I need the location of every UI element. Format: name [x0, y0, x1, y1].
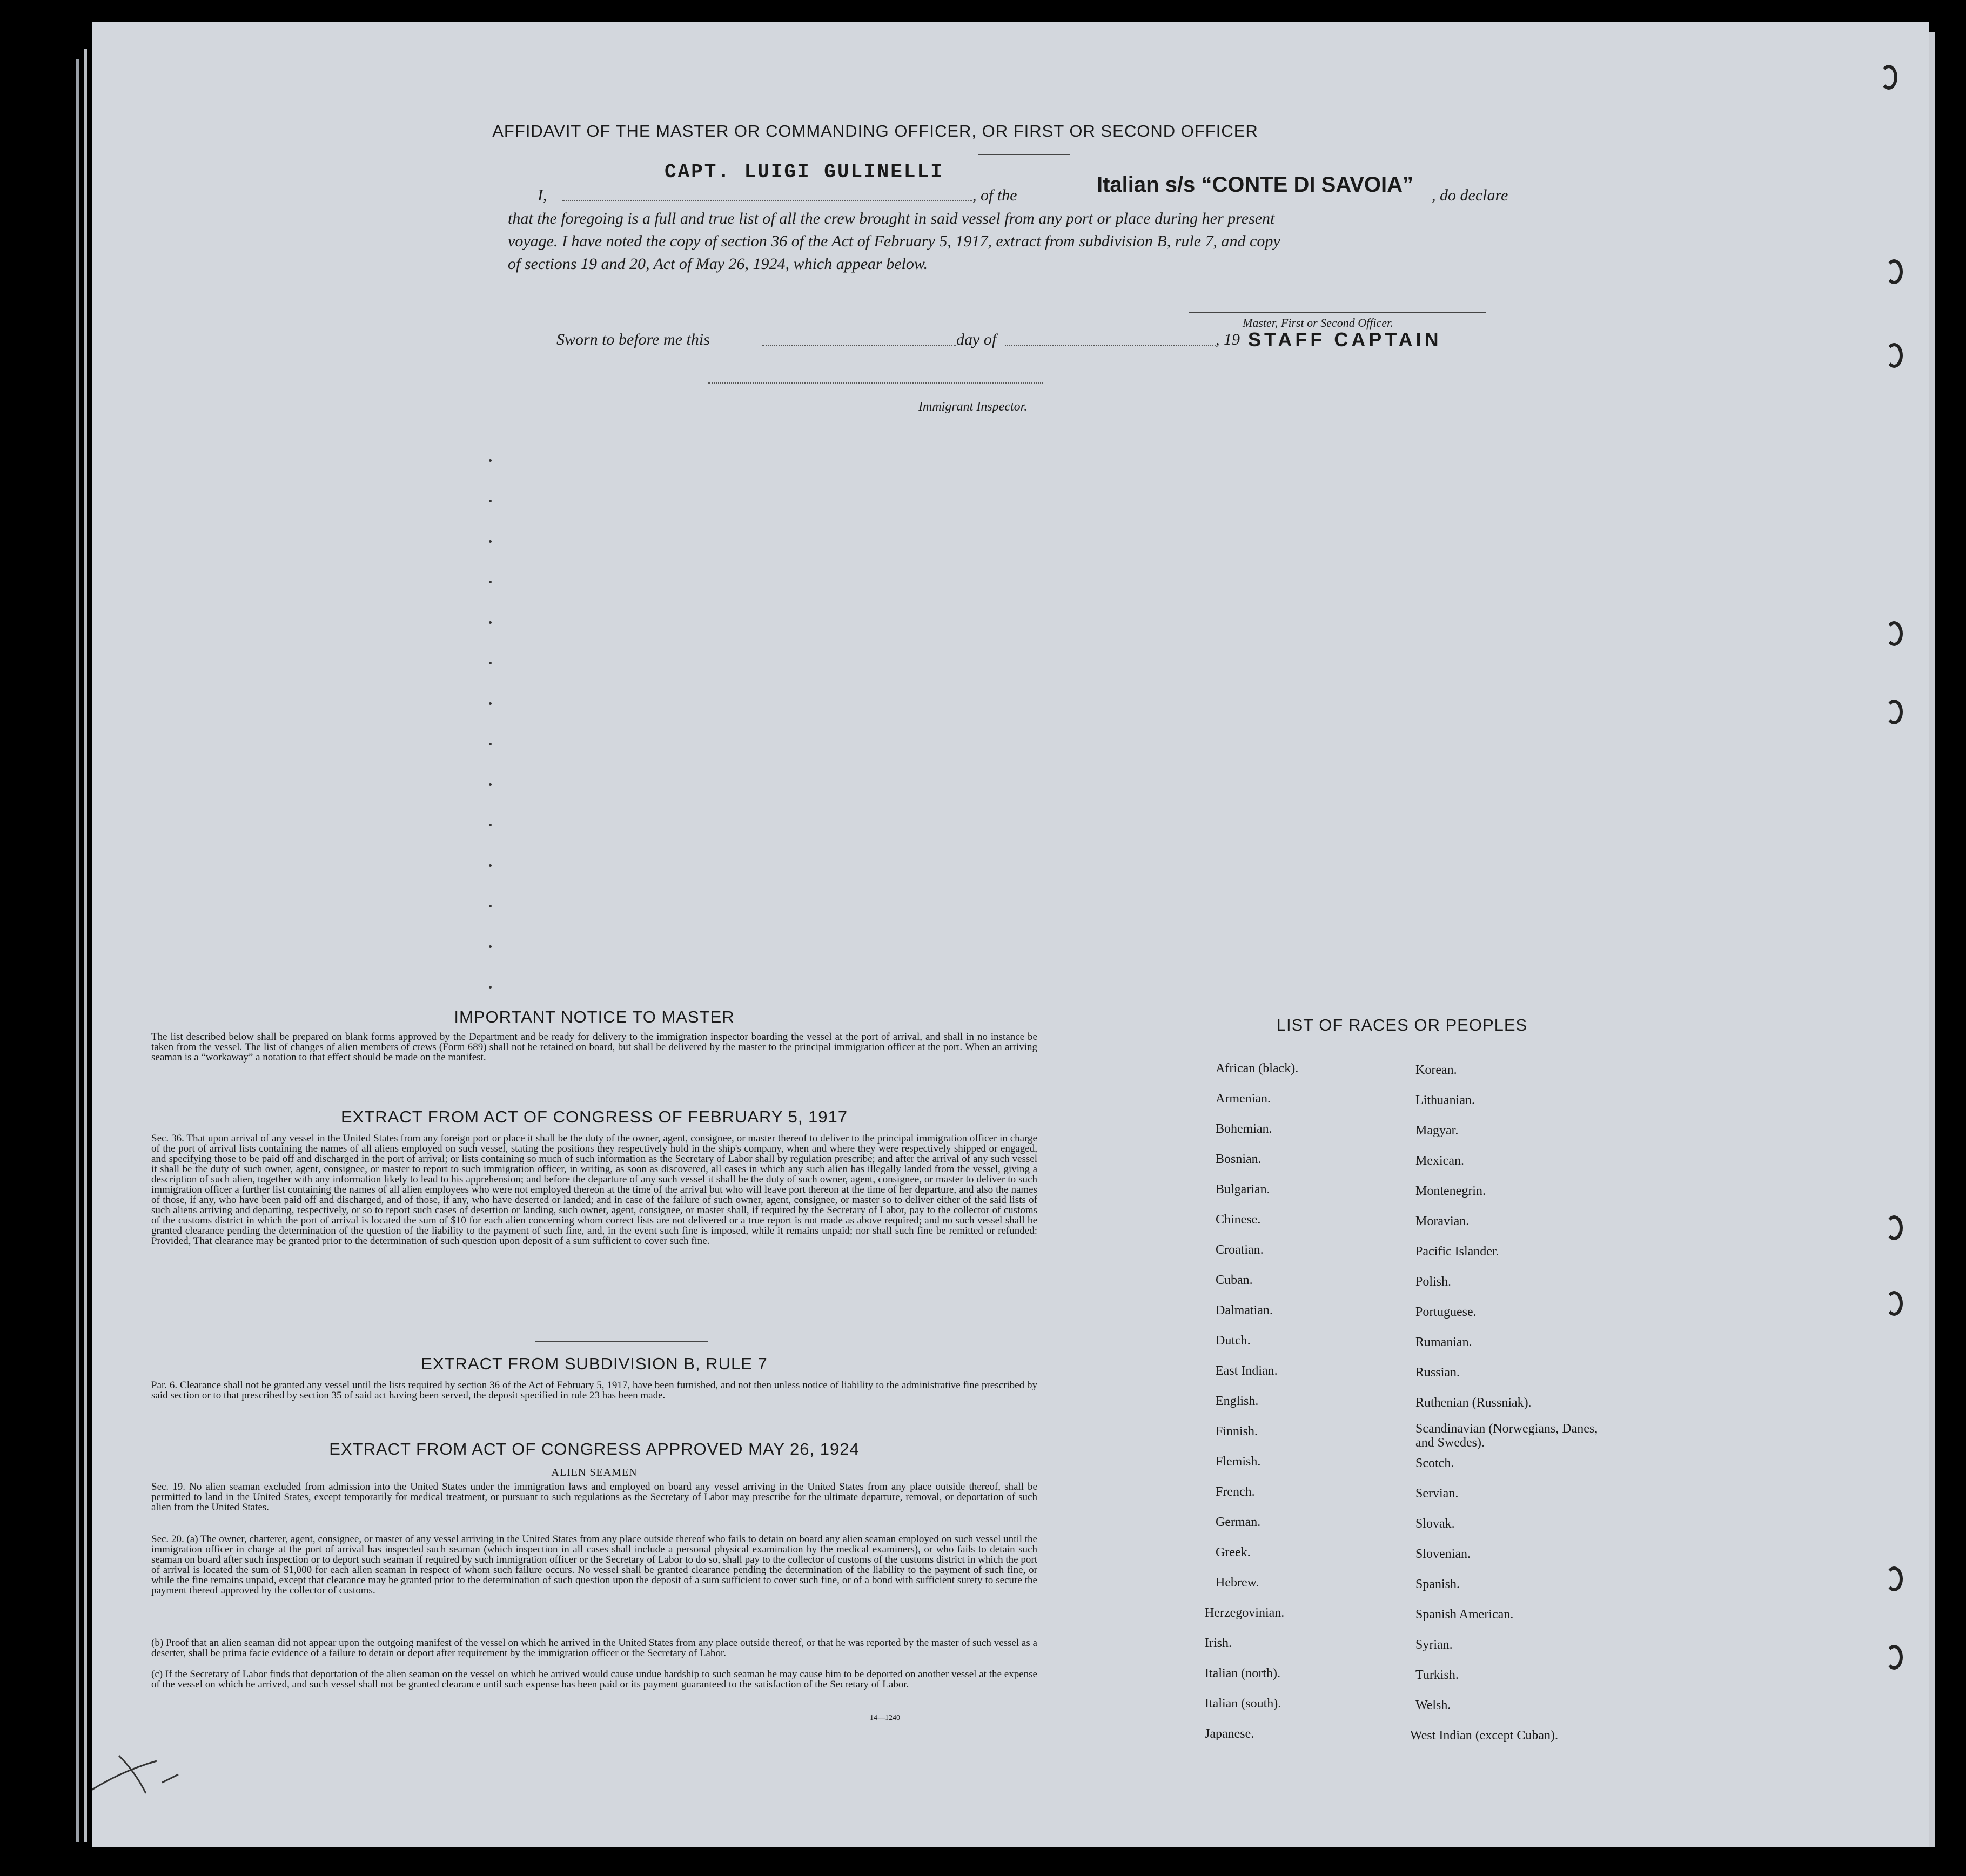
- race-item: Magyar.: [1415, 1124, 1459, 1138]
- race-item: Moravian.: [1415, 1214, 1470, 1228]
- race-item: Pacific Islander.: [1415, 1245, 1499, 1259]
- race-item: Syrian.: [1415, 1638, 1453, 1652]
- race-item: Turkish.: [1415, 1668, 1459, 1682]
- affidavit-do-declare: , do declare: [1432, 186, 1508, 204]
- notice-heading: IMPORTANT NOTICE TO MASTER: [454, 1007, 735, 1026]
- signature-caption: Master, First or Second Officer.: [1243, 316, 1393, 330]
- race-item: Japanese.: [1205, 1727, 1254, 1741]
- race-item: Herzegovinian.: [1205, 1606, 1285, 1620]
- vessel-name: Italian s/s “CONTE DI SAVOIA”: [1097, 173, 1414, 197]
- extract-1924-sec19: Sec. 19. No alien seaman excluded from admission into the United States under the immigration laws and employed on board any vessel arriving in the United States from any place outside thereof, shall be permitted to land in the United States, except temporarily for medical treatment, or pursuant to such regulations as the Secretary of Labor may prescribe for the ultimate departure, removal, or deportation of such alien from the United States.: [151, 1481, 1037, 1513]
- alien-seamen-subheading: ALIEN SEAMEN: [551, 1467, 638, 1478]
- race-item: German.: [1216, 1515, 1261, 1529]
- extract-1924-sec20b: (b) Proof that an alien seaman did not appear upon the outgoing manifest of the vessel on which he arrived in the United States from any place outside thereof, or that he was reported by the master of such vessel as a deserter, shall be prima facie evidence of a failure to detain or deport after requirement by the immigration officer or the Secretary of Labor.: [151, 1637, 1037, 1659]
- extract-rule7-body: Par. 6. Clearance shall not be granted any vessel until the lists required by section 36 of the Act of February 5, 1917, have been furnished, and not then unless notice of liability to the administrative fine prescribed by said section or to that prescribed by section 35 of said act having been served, the deposit specified in rule 23 has been made.: [151, 1380, 1037, 1401]
- race-item: Scandinavian (Norwegians, Danes, and Swedes).: [1415, 1422, 1598, 1450]
- race-item: Lithuanian.: [1415, 1093, 1475, 1107]
- race-item: Cuban.: [1216, 1273, 1253, 1287]
- punch-hole-icon: [1886, 621, 1903, 646]
- punch-hole-icon: [1886, 343, 1903, 368]
- race-item: Welsh.: [1415, 1698, 1451, 1712]
- race-item: Bohemian.: [1216, 1122, 1272, 1136]
- affidavit-text-line: that the foregoing is a full and true list of all the crew brought in said vessel from any port or place during her present: [508, 210, 1275, 227]
- race-item: Armenian.: [1216, 1092, 1271, 1106]
- punch-hole-icon: [1886, 1566, 1903, 1591]
- race-item: Chinese.: [1216, 1213, 1261, 1227]
- punch-hole-icon: [1886, 1215, 1903, 1240]
- inspector-caption: Immigrant Inspector.: [918, 400, 1028, 414]
- punch-hole-icon: [1886, 259, 1903, 284]
- race-item: Russian.: [1415, 1366, 1460, 1380]
- form-number: 14—1240: [870, 1714, 900, 1722]
- year-prefix: , 19: [1216, 331, 1240, 348]
- race-item: Flemish.: [1216, 1455, 1261, 1469]
- race-item: Mexican.: [1415, 1154, 1464, 1168]
- punch-hole-icon: [1886, 1291, 1903, 1316]
- extract-1917-heading: EXTRACT FROM ACT OF CONGRESS OF FEBRUARY 5, 1917: [340, 1107, 848, 1126]
- races-heading: LIST OF RACES OR PEOPLES: [1276, 1016, 1528, 1034]
- extract-1924-heading: EXTRACT FROM ACT OF CONGRESS APPROVED MAY 26, 1924: [329, 1440, 860, 1458]
- race-item: African (black).: [1216, 1061, 1299, 1075]
- pencil-mark-icon: [92, 1723, 189, 1810]
- race-item: Polish.: [1415, 1275, 1452, 1289]
- race-item: Portuguese.: [1415, 1305, 1477, 1319]
- affidavit-text-line: voyage. I have noted the copy of section 36 of the Act of February 5, 1917, extract from subdivision B, rule 7, and copy: [508, 232, 1280, 250]
- race-item: Irish.: [1205, 1636, 1232, 1650]
- punch-hole-icon: [1880, 65, 1897, 90]
- race-item: Dalmatian.: [1216, 1303, 1273, 1317]
- punch-hole-icon: [1886, 700, 1903, 724]
- race-item: Scotch.: [1415, 1456, 1454, 1470]
- race-item: West Indian (except Cuban).: [1410, 1729, 1558, 1743]
- race-item: English.: [1216, 1394, 1259, 1408]
- race-item: Italian (south).: [1205, 1697, 1281, 1711]
- race-item: Greek.: [1216, 1545, 1251, 1559]
- race-item: Dutch.: [1216, 1334, 1251, 1348]
- race-item: Finnish.: [1216, 1424, 1258, 1438]
- race-item: Montenegrin.: [1415, 1184, 1486, 1198]
- race-item: Rumanian.: [1415, 1335, 1472, 1349]
- extract-1924-sec20c: (c) If the Secretary of Labor finds that deportation of the alien seaman on the vessel on which he arrived would cause undue hardship to such seaman he may cause him to be deported on another vessel at the expense of the vessel on which he arrived, and such vessel shall not be granted clearance until such expense has been paid or its payment guaranteed to the satisfaction of the Secretary of Labor.: [151, 1669, 1037, 1690]
- affidavit-of-the: , of the: [972, 186, 1017, 204]
- race-item: Spanish.: [1415, 1577, 1460, 1591]
- notice-body: The list described below shall be prepared on blank forms approved by the Department and be ready for delivery to the immigration inspector boarding the vessel at the port of arrival, and shall in no instance be taken from the vessel. The list of changes of alien members of crews (Form 689) shall not be retained on board, but shall be delivered by the master to the principal immigration officer at the port. When an arriving seaman is a “workaway” a notation to that effect should be made on the manifest.: [151, 1031, 1037, 1063]
- race-item: Ruthenian (Russniak).: [1415, 1396, 1532, 1410]
- race-item: Italian (north).: [1205, 1666, 1280, 1680]
- race-item: East Indian.: [1216, 1364, 1278, 1378]
- affidavit-i-label: I,: [538, 186, 547, 204]
- captain-name: CAPT. LUIGI GULINELLI: [665, 161, 944, 183]
- document-page: [92, 22, 1929, 1847]
- race-item: Korean.: [1415, 1063, 1457, 1077]
- race-item: Bosnian.: [1216, 1152, 1262, 1166]
- race-item: Hebrew.: [1216, 1576, 1259, 1590]
- extract-1924-sec20a: Sec. 20. (a) The owner, charterer, agent, consignee, or master of any vessel arriving in the United States from any place outside thereof who fails to detain on board any alien seaman employed on such vessel until the immigration officer in charge at the port of arrival has inspected such seaman (which inspection in all cases shall include a personal physical examination by the medical examiners), or who fails to detain such seaman on board after such inspection or to deport such seaman if required by such immigration officer or the Secretary of Labor to do so, shall pay to the collector of customs of the customs district in which the port of arrival is located the sum of $1,000 for each alien seaman in respect of whom such failure occurs. No vessel shall be granted clearance pending the determination of the liability to the payment of such fine, or while the fine remains unpaid, except that clearance may be granted prior to the determination of such question upon the deposit of a sum sufficient to cover such fine, or of a bond with sufficient surety to secure the payment thereof approved by the collector of customs.: [151, 1534, 1037, 1596]
- staff-captain-stamp: STAFF CAPTAIN: [1248, 328, 1442, 351]
- race-item: Slovenian.: [1415, 1547, 1471, 1561]
- race-item: Servian.: [1415, 1487, 1459, 1501]
- race-item: Slovak.: [1415, 1517, 1455, 1531]
- punch-hole-icon: [1886, 1645, 1903, 1670]
- extract-1917-body: Sec. 36. That upon arrival of any vessel in the United States from any foreign port or place it shall be the duty of the owner, agent, consignee, or master thereof to deliver to the principal immigration officer in charge of the port of arrival lists containing the names of all aliens employed on such vessel, stating the positions they respectively hold in the ship's company, when and where they were respectively shipped or engaged, and specifying those to be paid off and discharged in the port of arrival; or lists containing so much of such information as the Secretary of Labor shall by regulation prescribe; and after the arrival of any such vessel it shall be the duty of such owner, agent, consignee, or master to report to such immigration officer, in writing, as soon as discovered, all cases in which any such alien has illegally landed from the vessel, giving a description of such alien, together with any information likely to lead to his apprehension; and before the departure of any such vessel it shall be the duty of such owner, agent, consignee, or master to deliver to such immigration officer a further list containing the names of all alien employees who were not employed thereon at the time of the arrival but who will leave port thereon at the time of her departure, and also the names of those, if any, who have been paid off and discharged, and of those, if any, who have deserted or landed; and in case of the failure of such owner, agent, consignee, or master so to deliver either of the said lists of such aliens arriving and departing, respectively, or so to report such cases of desertion or landing, such owner, agent, consignee, or master shall, if required by the Secretary of Labor, pay to the collector of customs of the customs district in which the port of arrival is located the sum of $10 for each alien concerning whom correct lists are not delivered or a true report is not made as above required; and no such vessel shall be granted clearance pending the determination of the question of the liability to the payment of such fine, and, in the event such fine is imposed, while it remains unpaid; nor shall such fine be remitted or refunded: Provided, That clearance may be granted prior to the determination of such question upon deposit of a sum sufficient to cover such fine.: [151, 1133, 1037, 1247]
- race-item: Bulgarian.: [1216, 1182, 1270, 1196]
- affidavit-text-line: of sections 19 and 20, Act of May 26, 1924, which appear below.: [508, 255, 928, 273]
- affidavit-heading: AFFIDAVIT OF THE MASTER OR COMMANDING OFFICER, OR FIRST OR SECOND OFFICER: [492, 122, 1258, 140]
- race-item: Spanish American.: [1415, 1608, 1514, 1622]
- extract-rule7-heading: EXTRACT FROM SUBDIVISION B, RULE 7: [421, 1354, 768, 1373]
- race-item: French.: [1216, 1485, 1255, 1499]
- sworn-label: Sworn to before me this: [556, 331, 710, 348]
- day-of-label: day of: [956, 331, 997, 348]
- race-item: Croatian.: [1216, 1243, 1264, 1257]
